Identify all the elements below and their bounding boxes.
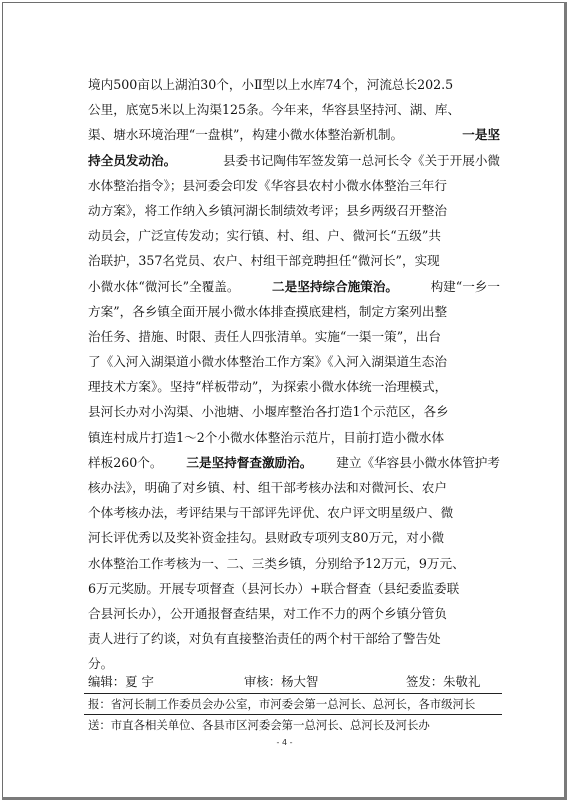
signature-row [84,672,502,692]
report-to-line: 报：省河长制工作委员会办公室，市河委会第一总河长、总河长，各市级河长 [88,697,476,711]
text-line: 水体整治工作考核为一、二、三类乡镇，分别给予12万元，9万元、 [88,555,465,571]
text-line: 了《入河入湖渠道小微水体整治工作方案》《入河入湖渠道生态治 [88,354,447,370]
text-line: 河长评优秀以及奖补资金挂勾。县财政专项列支80万元，对小微 [88,530,445,546]
text-line: 境内500亩以上湖泊30个，小Ⅱ型以上水库74个，河流总长202.5 [88,77,454,92]
text-line: 方案”，各乡镇全面开展小微水体排查摸底建档，制定方案列出整 [88,303,448,319]
text-line: 6万元奖励。开展专项督查（县河长办）+联合督查（县纪委监委联 [88,580,460,596]
editor-label: 编辑：夏 宇 [88,674,154,689]
text-line: 理技术方案》。坚持“样板带动”，为探索小微水体统一治理模式， [88,379,448,395]
page-border-right [564,2,567,800]
text-line: 分。 [88,656,114,672]
divider-line [84,693,502,694]
issuer-label: 签发：朱敬礼 [406,674,481,689]
text-line: 动方案》，将工作纳入乡镇河湖长制绩效考评；县乡两级召开整治 [88,202,447,218]
bold-heading-3: 三是坚持督查激励治。 [186,454,313,470]
text-line: 动员会，广泛宣传发动；实行镇、村、组、户、微河长“五级”共 [88,228,441,244]
divider-line [84,714,502,715]
text-line: 责人进行了约谈，对负有直接整治责任的两个村干部给了警告处 [88,631,441,647]
text-line: 核办法》，明确了对乡镇、村、组干部考核办法和对微河长、农户 [88,480,447,495]
text-line: 治联护，357名党员、农户、村组干部竞聘担任“微河长”，实现 [88,253,440,269]
page-border-left [2,2,3,797]
text-line: 小微水体“微河长”全覆盖。 二是坚持综合施策治。 构建“一乡一 [88,274,500,299]
send-to-line: 送：市直各相关单位、各县市区河委会第一总河长、总河长及河长办 [88,718,430,732]
bold-heading-1-cont: 持全员发动治。 [88,152,177,168]
reviewer-label: 审核：杨大智 [244,674,319,689]
page-number: - 4 - [276,738,293,747]
text-line: 治任务、措施、时限、责任人四张清单。实施“一渠一策”，出台 [88,328,441,344]
text-line: 个体考核办法，考评结果与干部评先评优、农户评文明星级户、微 [88,505,454,521]
page-border-bottom [2,797,567,800]
text-line: 镇连村成片打造1～2个小微水体整治示范片，目前打造小微水体 [88,429,445,445]
bold-heading-2: 二是坚持综合施策治。 [272,278,398,294]
text-line: 渠、塘水环境治理“一盘棋”，构建小微水体整治新机制。 一是坚 [88,122,500,147]
text-line: 持全员发动治。 县委书记陶伟军签发第一总河长令《关于开展小微 [88,148,500,173]
article-body [88,72,500,677]
text-line: 合县河长办），公开通报督查结果，对工作不力的两个乡镇分管负 [88,605,447,621]
text-line: 水体整治指令》；县河委会印发《华容县农村小微水体整治三年行 [88,177,447,193]
text-line: 县河长办对小沟渠、小池塘、小堰库整治各打造1个示范区，各乡 [88,404,449,420]
page-border-top [2,2,564,3]
bold-heading-1: 一是坚 [462,127,500,143]
text-line: 样板260个。 三是坚持督查激励治。 建立《华容县小微水体管护考 [88,450,500,475]
text-line: 公里，底宽5米以上沟渠125条。今年来，华容县坚持河、湖、库、 [88,102,461,118]
